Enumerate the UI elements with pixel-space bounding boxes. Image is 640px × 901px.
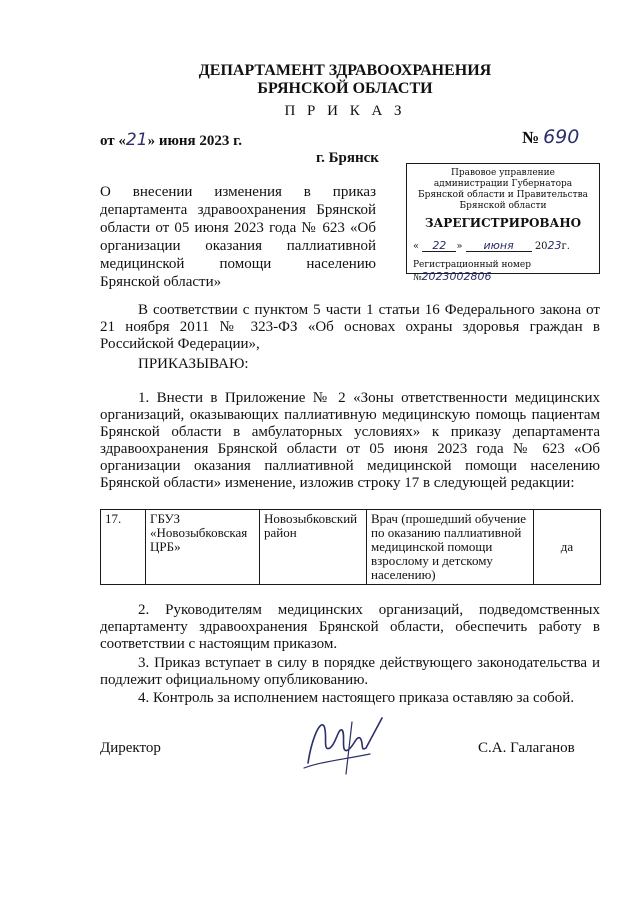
stamp-date [413, 240, 570, 252]
cell-flag: да [534, 510, 601, 585]
stamp-regnum-label: Регистрационный номер № [413, 260, 531, 283]
date-suffix: » июня 2023 г. [147, 133, 243, 149]
cell-district: Новозыбковский район [260, 510, 367, 585]
doc-type: П Р И К А З [284, 103, 406, 119]
stamp-date-year: 23 [547, 239, 562, 252]
order-subject: О внесении изменения в приказ департамента здравоохранения Брянской области от 05 июня 2023 года № 623 «Об организации оказания паллиативной медицинской помощи населению Брянской области» [100, 184, 376, 290]
stamp-date-month: июня [466, 240, 532, 252]
org-name [150, 62, 540, 98]
cell-doctor: Врач (прошедший обучение по оказанию паллиативной медицинской помощи взрослому и детскому населению) [367, 510, 534, 585]
stamp-line1: Правовое управление [451, 168, 555, 178]
stamp-date-year-suffix: г. [561, 241, 570, 252]
date-prefix: от « [100, 133, 126, 149]
org-name-line1: ДЕПАРТАМЕНТ ЗДРАВООХРАНЕНИЯ [198, 62, 492, 79]
stamp-registered: ЗАРЕГИСТРИРОВАНО [424, 216, 582, 230]
cell-organization: ГБУЗ «Новозыбковская ЦРБ» [146, 510, 260, 585]
table-row [101, 510, 601, 585]
number-value-handwritten: 690 [543, 126, 580, 148]
stamp-regnum-value: 2023002806 [421, 270, 492, 283]
stamp-line4: Брянской области [459, 201, 547, 211]
director-title: Директор [100, 740, 161, 756]
stamp-date-day: 22 [422, 240, 456, 252]
cell-number: 17. [101, 510, 146, 585]
registration-stamp [406, 163, 600, 283]
signature-mark [300, 708, 390, 778]
order-date [100, 130, 242, 150]
org-name-line2: БРЯНСКОЙ ОБЛАСТИ [257, 80, 433, 97]
stamp-regnum [413, 260, 599, 284]
order-word: ПРИКАЗЫВАЮ: [138, 356, 249, 372]
order-number [522, 126, 579, 148]
responsibility-table [100, 509, 601, 585]
stamp-caption [407, 168, 599, 212]
item-1: 1. Внести в Приложение № 2 «Зоны ответственности медицинских организаций, оказывающих паллиативную медицинскую помощь пациентам Брянской области в амбулаторных условиях» к приказу департамента здравоохранения Брянской области от 05 июня 2023 года № 623 «Об организации оказания паллиативной медицинской помощи населению Брянской области» изменение, изложив строку 17 в следующей редакции: [100, 390, 600, 491]
item-3: 3. Приказ вступает в силу в порядке действующего законодательства и подлежит официальному опубликованию. [100, 655, 600, 688]
basis-paragraph: В соответствии с пунктом 5 части 1 статьи 16 Федерального закона от 21 ноября 2011 № 323-ФЗ «Об основах охраны здоровья граждан в Российской Федерации», [100, 302, 600, 352]
city: г. Брянск [316, 150, 379, 166]
date-day-handwritten: 21 [125, 130, 148, 150]
item-4: 4. Контроль за исполнением настоящего приказа оставляю за собой. [138, 690, 575, 706]
stamp-date-year-prefix: 20 [534, 241, 548, 252]
stamp-line2: администрации Губернатора [433, 179, 573, 189]
stamp-date-mid: » [456, 241, 463, 252]
number-label: № [522, 128, 540, 147]
item-2: 2. Руководителям медицинских организаций, подведомственных департаменту здравоохранения Брянской области, обеспечить работу в соответствии с настоящим приказом. [100, 602, 600, 652]
stamp-line3: Брянской области и Правительства [417, 190, 589, 200]
stamp-date-open: « [413, 241, 420, 252]
signer-name: С.А. Галаганов [478, 740, 575, 756]
